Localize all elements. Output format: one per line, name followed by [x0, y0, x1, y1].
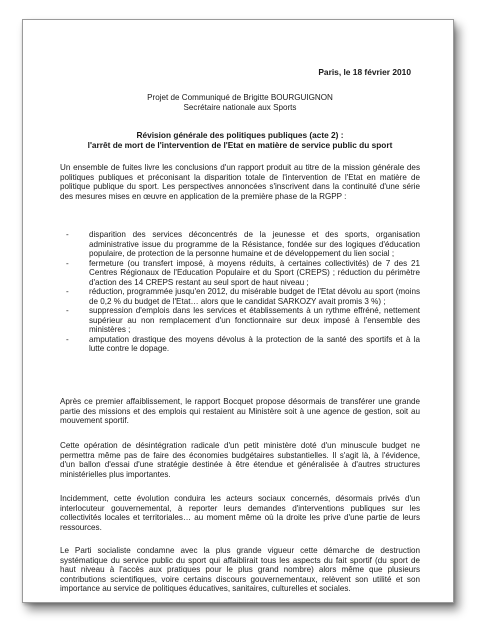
document-header	[60, 93, 420, 112]
list-item-text: amputation drastique des moyens dévolus à la protection de la santé des sportifs et à la lutte contre le dopage.	[89, 334, 420, 353]
paragraph-2: Après ce premier affaiblissement, le rapport Bocquet propose désormais de transférer une grande partie des missions et des emplois qui restaient au Ministère soit à une agence de gestion, soit au mouvement sportif.	[60, 397, 420, 425]
measures-list	[60, 230, 420, 354]
intro-paragraph: Un ensemble de fuites livre les conclusions d'un rapport produit au titre de la mission générale des politiques publiques et préconisant la disparition totale de l'intervention de l'Etat en matière de politique publique du sport. Les perspectives annoncées s'inscrivent dans la continuité d'une série des mesures mises en œuvre en application de la première phase de la RGPP :	[60, 163, 420, 201]
list-item-text: fermeture (ou transfert imposé, à moyens réduits, à certaines collectivités) de 7 des 21 Centres Régionaux de l'Education Populaire et du Sport (CREPS) ; réduction du périmètre d'action des 14 CREPS restant au seul sport de haut niveau ;	[89, 258, 420, 287]
paragraph-5: Le Parti socialiste condamne avec la plus grande vigueur cette démarche de destruction systématique du service public du sport qui affaiblirait tous les aspects du fait sportif (du sport de haut niveau à l'accès aux pratiques pour le plus grand nombre) alors même que plusieurs contributions scientifiques, voire certains discours gouvernementaux, relèvent son utilité et son importance au service de politiques éducatives, sanitaires, culturelles et sociales.	[60, 546, 420, 593]
list-item	[60, 259, 420, 288]
document-title	[60, 131, 420, 151]
list-item-text: réduction, programmée jusqu'en 2012, du misérable budget de l'Etat dévolu au sport (moins de 0,2 % du budget de l'Etat… alors que le candidat SARKOZY avait promis 3 %) ;	[89, 287, 420, 306]
bullet-dash: -	[66, 258, 69, 268]
list-item-text: disparition des services déconcentrés de la jeunesse et des sports, organisation administrative issue du programme de la Résistance, fondée sur des logiques d'éducation populaire, de protection de la personne humaine et de développement du lien social ;	[89, 230, 420, 258]
list-item	[60, 287, 420, 306]
title-line-2: l'arrêt de mort de l'intervention de l'Etat en matière de service public du sport	[87, 139, 393, 150]
list-item	[60, 230, 420, 259]
list-item	[60, 335, 420, 354]
document-date: Paris, le 18 février 2010	[318, 67, 411, 77]
paragraph-3: Cette opération de désintégration radicale d'un petit ministère doté d'un minuscule budget ne permettra même pas de faire des économies budgétaires substantielles. Il s'agit là, à l'évidence, d'un ballon d'essai d'une stratégie destinée à être étendue et généralisée à d'autres structures ministérielles plus importantes.	[60, 441, 420, 479]
bullet-dash: -	[66, 230, 69, 239]
document-page	[22, 19, 454, 603]
list-item	[60, 306, 420, 335]
bullet-dash: -	[66, 334, 69, 344]
header-author-line: Projet de Communiqué de Brigitte BOURGUIGNON	[147, 93, 333, 102]
header-role-line: Secrétaire nationale aux Sports	[183, 102, 297, 112]
title-line-1: Révision générale des politiques publiques (acte 2) :	[136, 130, 344, 140]
paragraph-4: Incidemment, cette évolution conduira les acteurs sociaux concernés, désormais privés d'un interlocuteur gouvernemental, à reporter leurs demandes d'interventions publiques sur les collectivités locales et territoriales… au moment même où la droite les prive d'une partie de leurs ressources.	[60, 494, 420, 532]
list-item-text: suppression d'emplois dans les services et établissements à un rythme effréné, nettement supérieur au non remplacement d'un fonctionnaire sur deux imposé à l'ensemble des ministères ;	[89, 306, 420, 334]
bullet-dash: -	[66, 287, 69, 296]
bullet-dash: -	[66, 306, 69, 315]
